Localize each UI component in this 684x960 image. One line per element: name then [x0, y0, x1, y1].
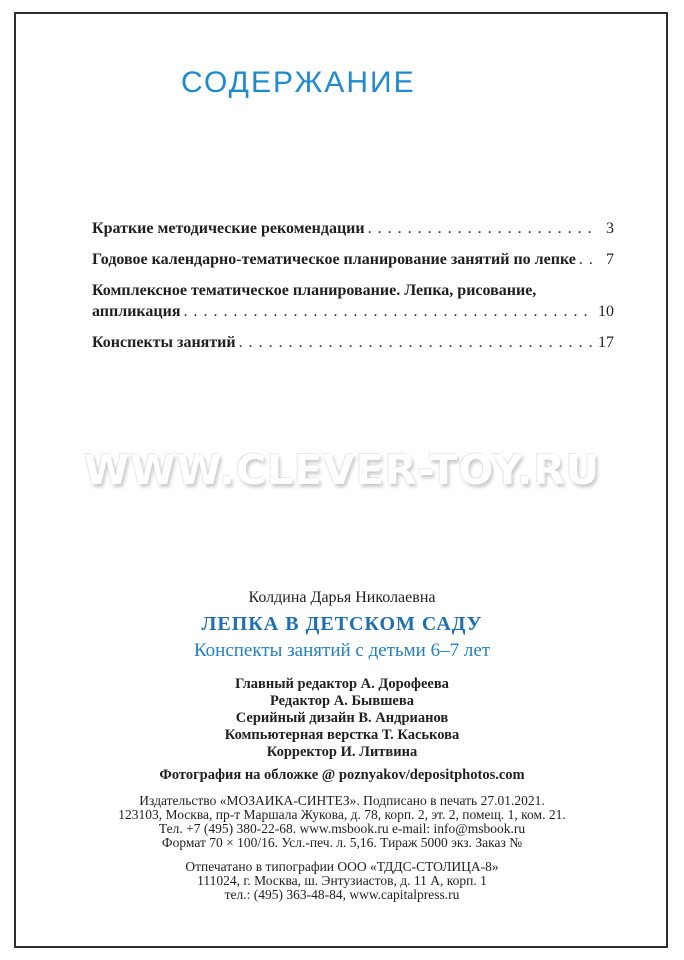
toc-entry	[92, 332, 614, 353]
toc-page-number: 17	[598, 334, 614, 351]
printer-line: тел.: (495) 363-48-84, www.capitalpress.ru	[224, 887, 460, 902]
credit-line: Компьютерная верстка Т. Каськова	[224, 727, 460, 743]
toc-entry-title: Конспекты занятий	[92, 334, 236, 351]
toc-entry-title: Комплексное тематическое планирование. Лепка, рисование,	[92, 282, 537, 299]
toc-entry-title: Годовое календарно-тематическое планирование занятий по лепке	[92, 251, 576, 268]
toc-entry	[92, 218, 614, 239]
printer-line: 111024, г. Москва, ш. Энтузиастов, д. 11 А, корп. 1	[197, 873, 487, 888]
toc-page-number: 7	[606, 251, 614, 268]
toc-page-number: 10	[598, 303, 614, 320]
toc-entry	[92, 280, 614, 301]
credits-block	[40, 676, 644, 761]
book-title: ЛЕПКА В ДЕТСКОМ САДУ	[201, 613, 483, 635]
printer-block	[40, 860, 644, 902]
watermark-text: WWW.CLEVER-TOY.RU	[83, 446, 601, 494]
toc-page-number: 3	[606, 220, 614, 237]
toc-entry-title: аппликация	[92, 303, 181, 320]
publisher-line: 123103, Москва, пр-т Маршала Жукова, д. 78, корп. 2, эт. 2, помещ. 1, ком. 21.	[118, 807, 566, 822]
toc-entry	[92, 249, 614, 270]
dot-leader	[579, 249, 593, 270]
photo-credit-line: Фотография на обложке @ poznyakov/depositphotos.com	[159, 767, 525, 783]
table-of-contents	[92, 218, 614, 353]
credit-line: Редактор А. Бывшева	[270, 693, 414, 709]
toc-entry-title: Краткие методические рекомендации	[92, 220, 365, 237]
credit-line: Серийный дизайн В. Андрианов	[235, 710, 449, 726]
contents-heading: СОДЕРЖАНИЕ	[181, 66, 416, 99]
dot-leader	[239, 332, 593, 353]
dot-leader	[184, 301, 594, 322]
colophon	[40, 588, 644, 902]
book-subtitle: Конспекты занятий с детьми 6–7 лет	[193, 640, 491, 661]
printer-line: Отпечатано в типографии ООО «ТДДС-СТОЛИЦА-8»	[185, 859, 499, 874]
credit-line: Главный редактор А. Дорофеева	[235, 676, 449, 692]
dot-leader	[368, 218, 593, 239]
publisher-line: Издательство «МОЗАИКА-СИНТЕЗ». Подписано в печать 27.01.2021.	[139, 793, 545, 808]
publisher-line: Формат 70 × 100/16. Усл.-печ. л. 5,16. Тираж 5000 экз. Заказ №	[161, 835, 523, 850]
author-name: Колдина Дарья Николаевна	[248, 589, 436, 606]
publisher-block	[40, 794, 644, 850]
publisher-line: Тел. +7 (495) 380-22-68. www.msbook.ru e-mail: info@msbook.ru	[158, 821, 526, 836]
credit-line: Корректор И. Литвина	[266, 744, 418, 760]
toc-entry-continuation	[92, 301, 614, 322]
